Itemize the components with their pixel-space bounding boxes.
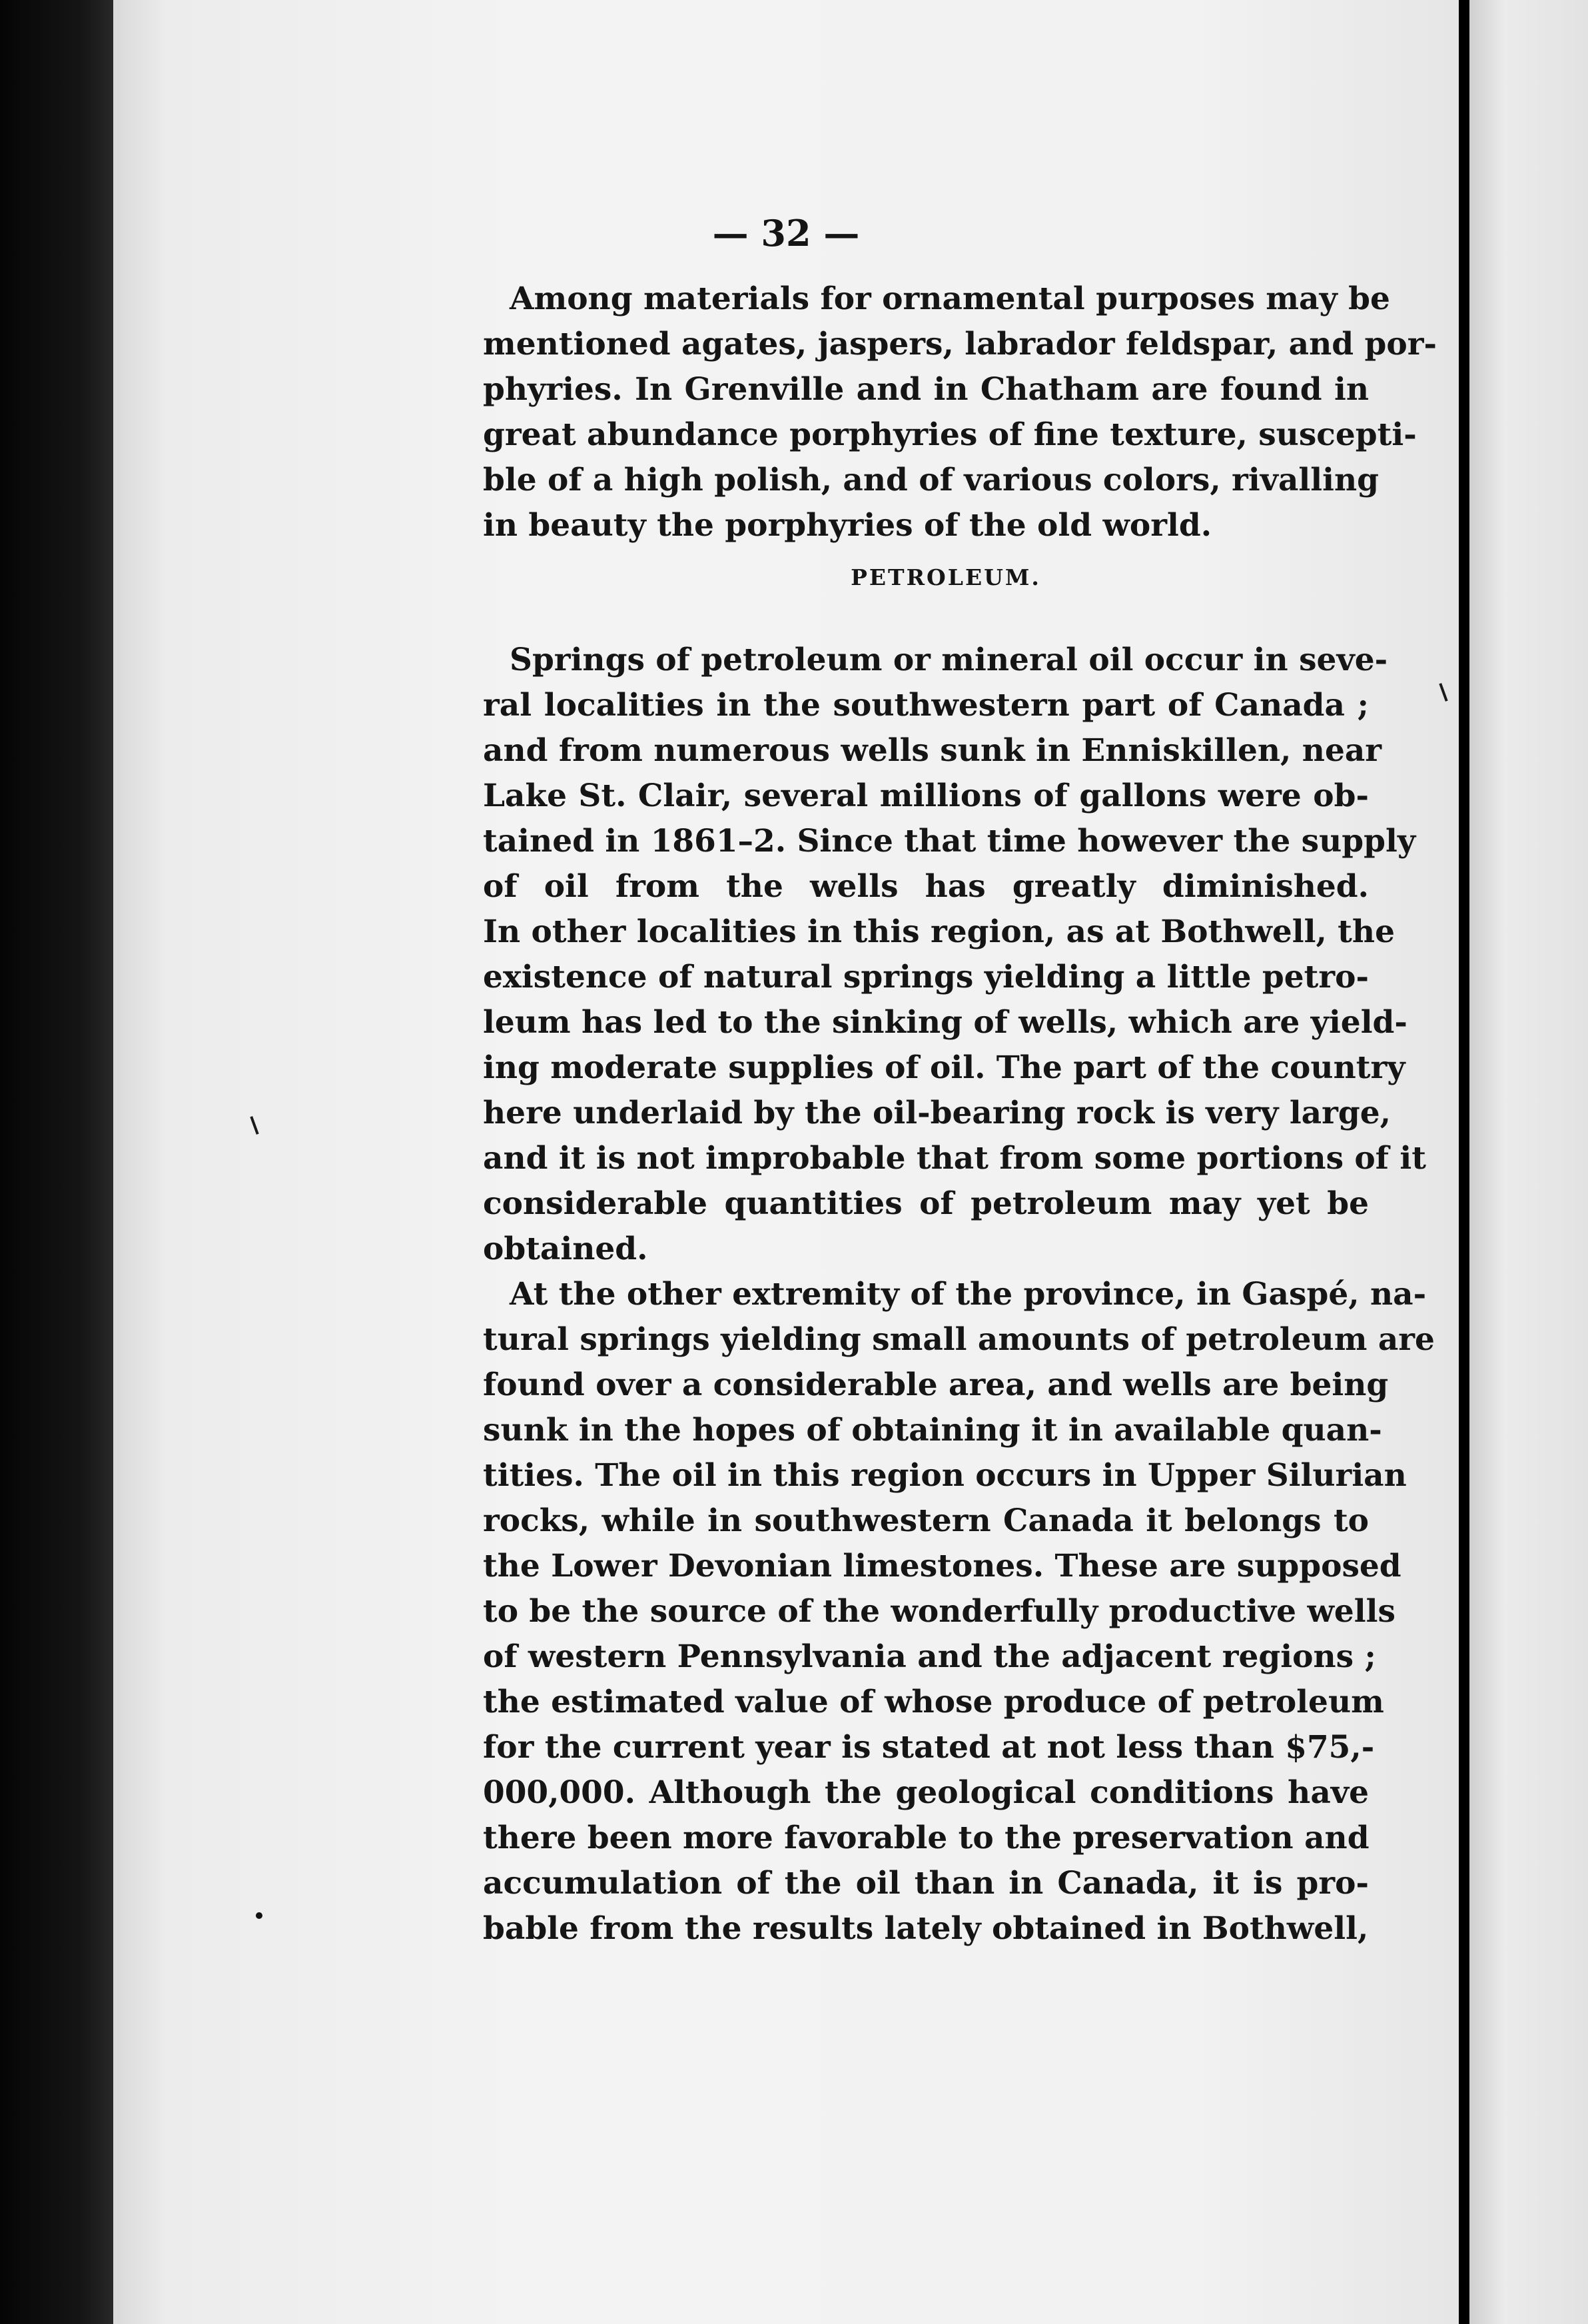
page-number: — 32 —	[712, 212, 860, 255]
section-heading	[483, 564, 1369, 591]
text-line: great abundance porphyries of fine texture, suscepti-	[483, 416, 1417, 453]
text-line: there been more favorable to the preservation and	[483, 1820, 1370, 1856]
book-gutter	[1459, 0, 1469, 2324]
text-line: tural springs yielding small amounts of petroleum are	[483, 1321, 1435, 1358]
text-line: ral localities in the southwestern part of Canada ;	[483, 687, 1369, 724]
text-line: considerable quantities of petroleum may yet be	[483, 1185, 1369, 1222]
text-line: accumulation of the oil than in Canada, it is pro-	[483, 1865, 1369, 1902]
text-line: the estimated value of whose produce of petroleum	[483, 1684, 1384, 1720]
text-line: ble of a high polish, and of various colors, rivalling	[483, 462, 1380, 498]
margin-speck	[256, 1912, 262, 1919]
text-line: of oil from the wells has greatly diminished.	[483, 868, 1369, 905]
text-line: leum has led to the sinking of wells, which are yield-	[483, 1004, 1407, 1041]
text-line: sunk in the hopes of obtaining it in available quan-	[483, 1412, 1382, 1449]
text-line: bable from the results lately obtained in Bothwell,	[483, 1910, 1369, 1947]
text-line: tities. The oil in this region occurs in Upper Silurian	[483, 1457, 1407, 1494]
text-line: found over a considerable area, and wells are being	[483, 1367, 1389, 1403]
body-text	[483, 277, 1437, 1952]
scan-left-border	[0, 0, 117, 2324]
text-line: existence of natural springs yielding a little petro-	[483, 959, 1369, 995]
text-line: 000,000. Although the geological conditions have	[483, 1774, 1369, 1811]
facing-page-edge	[1469, 0, 1588, 2324]
text-line: in beauty the porphyries of the old world.	[483, 507, 1212, 544]
text-line: obtained.	[483, 1231, 648, 1267]
text-line: tained in 1861–2. Since that time however the supply	[483, 823, 1416, 860]
text-line: and it is not improbable that from some portions of it	[483, 1140, 1426, 1177]
text-line: At the other extremity of the province, in Gaspé, na-	[510, 1276, 1427, 1313]
text-line: and from numerous wells sunk in Enniskillen, near	[483, 732, 1382, 769]
text-line: for the current year is stated at not less than $75,-	[483, 1729, 1375, 1766]
text-line: of western Pennsylvania and the adjacent regions ;	[483, 1638, 1376, 1675]
margin-speck	[250, 1116, 258, 1135]
book-page	[113, 0, 1459, 2324]
text-line: the Lower Devonian limestones. These are supposed	[483, 1548, 1401, 1584]
paragraph-petroleum-springs	[483, 638, 1426, 1272]
section-heading-text: PETROLEUM.	[851, 564, 1041, 590]
text-line: phyries. In Grenville and in Chatham are found in	[483, 371, 1369, 408]
paragraph-ornamental-materials	[483, 277, 1437, 548]
text-line: Lake St. Clair, several millions of gallons were ob-	[483, 778, 1369, 814]
text-line: mentioned agates, jaspers, labrador feldspar, and por-	[483, 326, 1437, 362]
text-line: Among materials for ornamental purposes may be	[510, 281, 1390, 317]
text-line: to be the source of the wonderfully productive wells	[483, 1593, 1395, 1630]
text-line: here underlaid by the oil-bearing rock is very large,	[483, 1095, 1391, 1131]
text-line: rocks, while in southwestern Canada it belongs to	[483, 1502, 1369, 1539]
paragraph-gaspe-petroleum	[483, 1272, 1435, 1952]
text-line: In other localities in this region, as at Bothwell, the	[483, 913, 1395, 950]
text-line: ing moderate supplies of oil. The part of the country	[483, 1049, 1405, 1086]
text-line: Springs of petroleum or mineral oil occur in seve-	[510, 642, 1388, 678]
margin-speck	[1439, 683, 1447, 702]
